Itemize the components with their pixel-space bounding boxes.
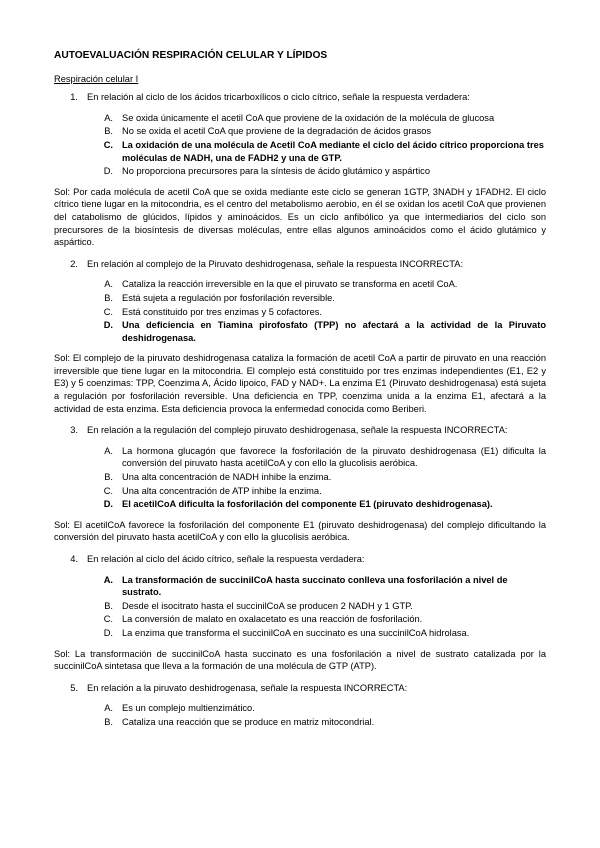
option-text: La hormona glucagón que favorece la fosforilación de la piruvato deshidrogenasa (E1) dificulta la conversión del piruvato hasta acetilCoA y con ello la glucolisis aeróbica.	[122, 445, 546, 469]
solution-2: Sol: El complejo de la piruvato deshidrogenasa cataliza la formación de acetil CoA a partir de piruvato en una reacción irreversible que tiene lugar en la mitocondria. El complejo está constituido por tres enzimas independientes (E1, E2 y E3) y 5 coenzimas: TPP, Coenzima A, Ácido lipoico, FAD y NAD+. La enzima E1 (Piruvato deshidrogenasa) está sujeta a regulación por fosforilación reversible. Una deficiencia en TPP, coenzima unida a la enzima E1, afectará a la actividad de esta enzima. Esta deficiencia provoca la enfermedad conocida como Beriberi.	[54, 353, 546, 414]
option-b	[54, 600, 546, 613]
option-letter: C.	[103, 139, 113, 150]
option-letter: D.	[103, 627, 113, 638]
option-letter: A.	[104, 112, 113, 123]
option-text: Una alta concentración de NADH inhibe la enzima.	[122, 472, 332, 483]
question-number: 4.	[70, 554, 78, 564]
option-text: El acetilCoA dificulta la fosforilación del componente E1 (piruvato deshidrogenasa).	[122, 499, 493, 510]
option-text: No proporciona precursores para la síntesis de ácido glutámico y aspártico	[122, 166, 430, 177]
option-b	[54, 125, 546, 138]
option-text: Cataliza la reacción irreversible en la que el piruvato se transforma en acetil CoA.	[122, 279, 458, 290]
option-letter: B.	[104, 472, 113, 483]
solution-4: Sol: La transformación de succinilCoA hasta succinato es una fosforilación a nivel de sustrato catalizada por la succinilCoA sintetasa que lleva a la formación de una molécula de GTP (ATP).	[54, 648, 546, 672]
question-number: 2.	[70, 258, 78, 269]
option-a-correct	[54, 574, 546, 599]
option-text: Una alta concentración de ATP inhibe la enzima.	[122, 485, 322, 496]
option-b	[54, 716, 546, 729]
solution-3: Sol: El acetilCoA favorece la fosforilación del componente E1 (piruvato deshidrogenasa) del complejo dificultando la conversión del piruvato hasta acetilCoA y con ello la glucolisis aeróbica.	[54, 519, 546, 543]
question-text: En relación a la piruvato deshidrogenasa, señale la respuesta INCORRECTA:	[87, 682, 408, 693]
option-a	[54, 278, 546, 291]
option-text: Está constituido por tres enzimas y 5 cofactores.	[122, 306, 322, 317]
section-heading: Respiración celular I	[54, 73, 139, 84]
option-text: Una deficiencia en Tiamina pirofosfato (TPP) no afectará a la actividad de la Piruvato deshidrogenasa.	[122, 320, 546, 343]
option-letter: C.	[103, 614, 113, 625]
option-a	[54, 445, 546, 470]
options-list	[54, 574, 546, 640]
option-a	[54, 112, 546, 125]
question-5	[54, 682, 546, 695]
option-letter: A.	[103, 574, 113, 585]
option-text: Está sujeta a regulación por fosforilación reversible.	[122, 292, 335, 303]
question-number: 3.	[70, 425, 78, 436]
option-text: La conversión de malato en oxalacetato es una reacción de fosforilación.	[122, 614, 423, 625]
question-number: 1.	[70, 92, 78, 103]
option-letter: C.	[103, 306, 113, 317]
option-letter: B.	[104, 126, 113, 137]
question-text: En relación al ciclo del ácido cítrico, señale la respuesta verdadera:	[87, 554, 365, 564]
option-text: Es un complejo multienzimático.	[122, 703, 255, 714]
option-text: Cataliza una reacción que se produce en matriz mitocondrial.	[122, 716, 375, 727]
question-text: En relación al complejo de la Piruvato deshidrogenasa, señale la respuesta INCORRECTA:	[87, 258, 464, 269]
option-letter: B.	[104, 716, 113, 727]
solution-1: Sol: Por cada molécula de acetil CoA que se oxida mediante este ciclo se generan 1GTP, 3NADH y 1FADH2. El ciclo cítrico tiene lugar en la mitocondria, es el centro del metabolismo aerobio, en él se oxidan los acetil CoA que provienen del catabolismo de glúcidos, lípidos y aminoácidos. Es un ciclo anfibólico ya que intermediarios del ciclo son precursores de la biosíntesis de diversas moléculas, entre ellas algunos aminoácidos como el ácido glutámico y aspártico.	[54, 186, 546, 248]
option-text: La enzima que transforma el succinilCoA en succinato es una succinilCoA hidrolasa.	[122, 627, 470, 638]
question-text: En relación a la regulación del complejo piruvato deshidrogenasa, señale la respuesta INCORRECTA:	[87, 425, 508, 436]
option-letter: A.	[104, 279, 113, 290]
question-text: En relación al ciclo de los ácidos tricarboxílicos o ciclo cítrico, señale la respuesta verdadera:	[87, 92, 470, 103]
option-text: La transformación de succinilCoA hasta succinato conlleva una fosforilación a nivel de sustrato.	[122, 574, 508, 598]
option-text: Se oxida únicamente el acetil CoA que proviene de la oxidación de la molécula de glucosa	[122, 112, 495, 123]
options-list	[54, 112, 546, 178]
document-title: AUTOEVALUACIÓN RESPIRACIÓN CELULAR Y LÍPIDOS	[54, 50, 328, 61]
option-text: La oxidación de una molécula de Acetil CoA mediante el ciclo del ácido cítrico proporciona tres moléculas de NADH, una de FADH2 y una de GTP.	[122, 139, 544, 163]
option-letter: B.	[104, 600, 113, 611]
option-letter: D.	[103, 499, 113, 510]
question-3	[54, 424, 546, 437]
question-number: 5.	[70, 682, 78, 693]
option-a	[54, 702, 546, 715]
option-text: Desde el isocitrato hasta el succinilCoA se producen 2 NADH y 1 GTP.	[122, 600, 413, 611]
option-d-correct	[54, 498, 546, 511]
option-d	[54, 627, 546, 640]
option-letter: D.	[103, 320, 113, 331]
option-letter: A.	[104, 445, 113, 456]
question-2	[54, 258, 546, 271]
option-b	[54, 292, 546, 305]
option-c	[54, 613, 546, 626]
option-c-correct	[54, 139, 546, 164]
option-letter: C.	[103, 485, 113, 496]
question-1	[54, 91, 546, 104]
option-letter: B.	[104, 292, 113, 303]
options-list	[54, 702, 546, 728]
option-c	[54, 485, 546, 498]
option-c	[54, 306, 546, 319]
options-list	[54, 278, 546, 344]
option-letter: D.	[103, 166, 113, 177]
option-letter: A.	[104, 703, 113, 714]
option-d	[54, 165, 546, 178]
option-b	[54, 471, 546, 484]
option-d-correct	[54, 319, 546, 344]
options-list	[54, 445, 546, 511]
question-4	[54, 553, 546, 566]
option-text: No se oxida el acetil CoA que proviene de la degradación de ácidos grasos	[122, 126, 432, 137]
